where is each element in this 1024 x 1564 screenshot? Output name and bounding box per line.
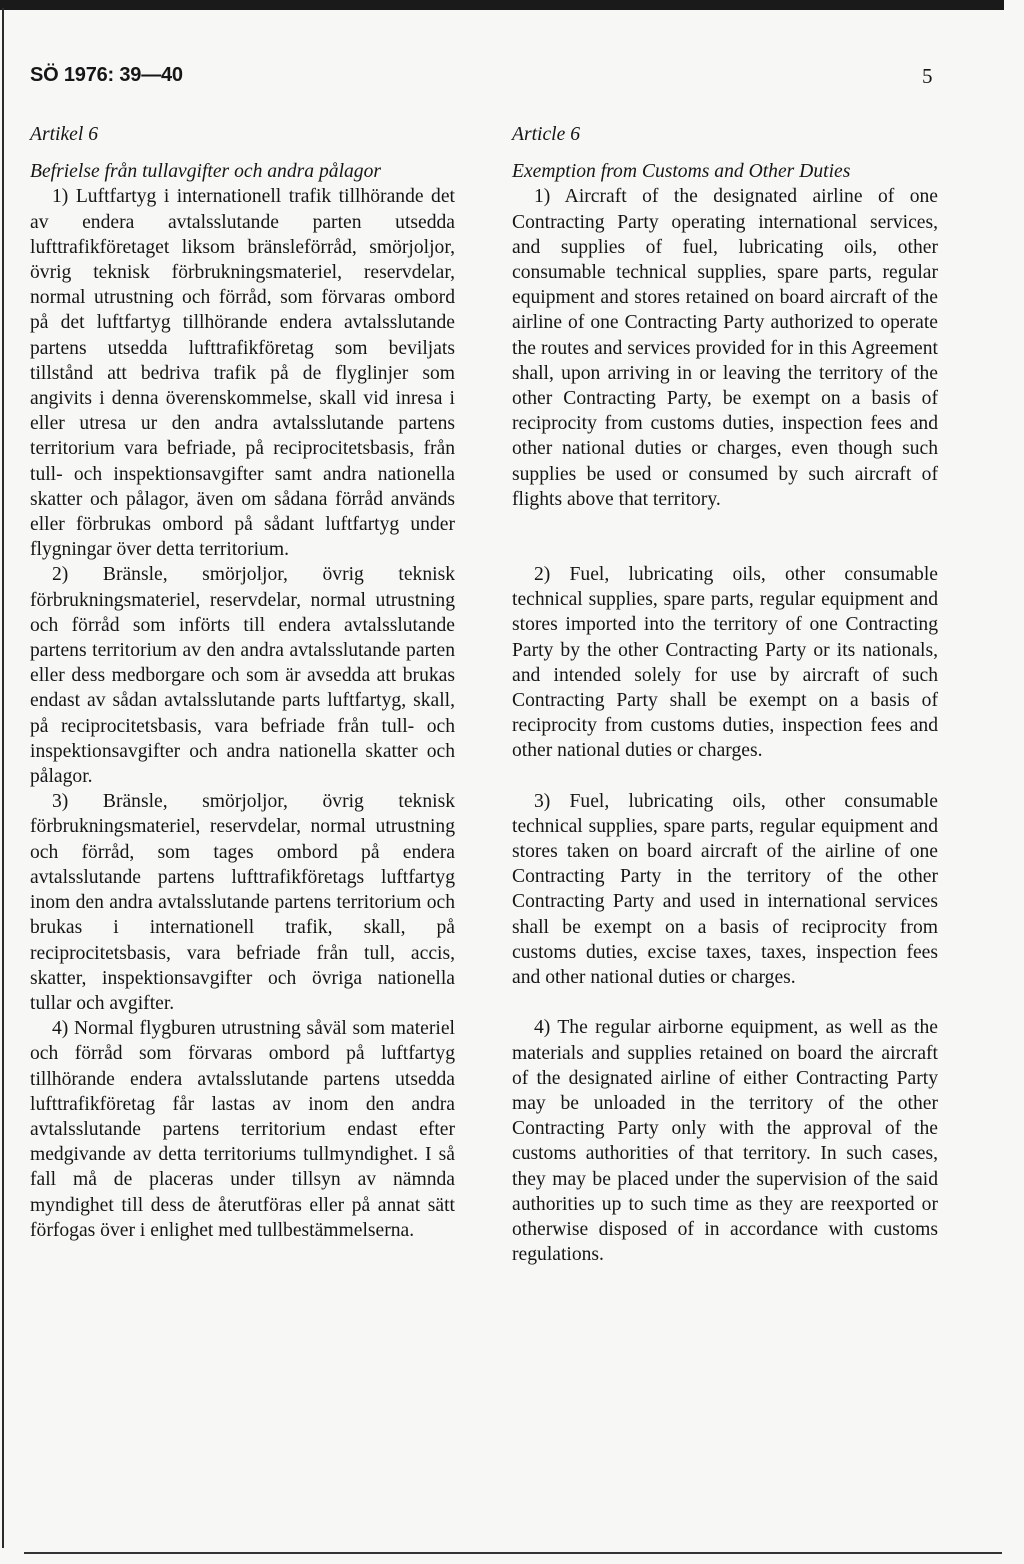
document-reference: SÖ 1976: 39—40 xyxy=(30,64,183,86)
swedish-paragraph-4: 4) Normal flygburen utrustning såväl som materiel och förråd som förvaras ombord på luftfartyg tillhörande endera avtalsslutande partens utsedda lufttrafikföretag får lastas av inom den andra avtalsslutande partens territorium endast efter medgivande av detta territoriums tullmyndighet. I så fall må de placeras under tillsyn av nämnda myndighet till dess de återutföras eller på annat sätt förfogas över i enlighet med tullbestämmelserna. xyxy=(30,1018,455,1241)
page-number: 5 xyxy=(922,64,933,88)
swedish-paragraph-3: 3) Bränsle, smörjoljor, övrig teknisk förbrukningsmateriel, reservdelar, normal utrustning och förråd, som tages ombord på endera avtalsslutande partens lufttrafikföretags luftfartyg inom den andra avtalsslutande partens territorium och brukas i internationell trafik, skall, på reciprocitetsbasis, vara befriade från tull, accis, skatter, inspektionsavgifter och övriga nationella tullar och avgifter. xyxy=(30,791,455,1014)
swedish-article-subtitle: Befrielse från tullavgifter och andra pålagor xyxy=(30,161,382,183)
bottom-border-rule xyxy=(24,1552,1002,1554)
left-border-rule xyxy=(2,8,4,1548)
english-column xyxy=(512,122,938,1267)
english-paragraph-4: 4) The regular airborne equipment, as well as the materials and supplies retained on board the aircraft of the designated airline of either Contracting Party may be unloaded in the territory of the other Contracting Party only with the approval of the customs authorities of that territory. In such cases, they may be placed under the supervision of the said authorities up to such time as they are reexported or otherwise disposed of in accordance with customs regulations. xyxy=(512,1017,938,1266)
top-border-rule xyxy=(0,0,1004,10)
swedish-article-title: Artikel 6 xyxy=(30,124,99,145)
swedish-paragraph-1: 1) Luftfartyg i internationell trafik tillhörande det av endera avtalsslutande parten utsedda lufttrafikföretaget liksom bränsleförråd, smörjoljor, övrig teknisk förbrukningsmateriel, reservdelar, normal utrustning och förråd, som förvaras ombord på det luftfartyg tillhörande endera avtalsslutande partens utsedda lufttrafikföretag som beviljats tillstånd att bedriva trafik på de flyglinjer som angivits i denna överenskommelse, skall vid inresa i eller utresa ur den andra avtalsslutande partens territorium vara befriade, på reciprocitetsbasis, från tull- och inspektionsavgifter samt andra nationella skatter och pålagor, även om sådana förråd används eller förbrukas ombord på sådant luftfartyg under flygningar över detta territorium. xyxy=(30,186,455,561)
swedish-column xyxy=(30,122,455,1243)
english-paragraph-2: 2) Fuel, lubricating oils, other consumable technical supplies, spare parts, regular equipment and stores imported into the territory of one Contracting Party by the other Contracting Party or its nationals, and intended solely for use by aircraft of such Contracting Party shall be exempt on a basis of reciprocity from customs duties, inspection fees and other national duties or charges. xyxy=(512,564,938,762)
english-paragraph-1: 1) Aircraft of the designated airline of one Contracting Party operating international services, and supplies of fuel, lubricating oils, other consumable technical supplies, spare parts, regular equipment and stores retained on board aircraft of the airline of one Contracting Party authorized to operate the routes and services provided for in this Agreement shall, upon arriving in or leaving the territory of the other Contracting Party, be exempt on a basis of reciprocity from customs duties, inspection fees and other national duties or charges, even though such supplies be used or consumed by such aircraft of flights above that territory. xyxy=(512,186,938,510)
english-article-title: Article 6 xyxy=(512,124,581,145)
english-article-subtitle: Exemption from Customs and Other Duties xyxy=(512,161,851,183)
swedish-paragraph-2: 2) Bränsle, smörjoljor, övrig teknisk förbrukningsmateriel, reservdelar, normal utrustning och förråd som införts till endera avtalsslutande partens territorium av den andra avtalsslutande parten eller dess medborgare och som är avsedda att brukas endast av sådan avtalsslutande parts luftfartyg, skall, på reciprocitetsbasis, vara befriade från tull- och inspektionsavgifter och andra nationella skatter och pålagor. xyxy=(30,564,455,788)
english-paragraph-3: 3) Fuel, lubricating oils, other consumable technical supplies, spare parts, regular equipment and stores taken on board aircraft of the airline of one Contracting Party in the territory of the other Contracting Party and used in international services shall be exempt on a basis of reciprocity from customs duties, excise taxes, taxes, inspection fees and other national duties or charges. xyxy=(512,790,938,989)
